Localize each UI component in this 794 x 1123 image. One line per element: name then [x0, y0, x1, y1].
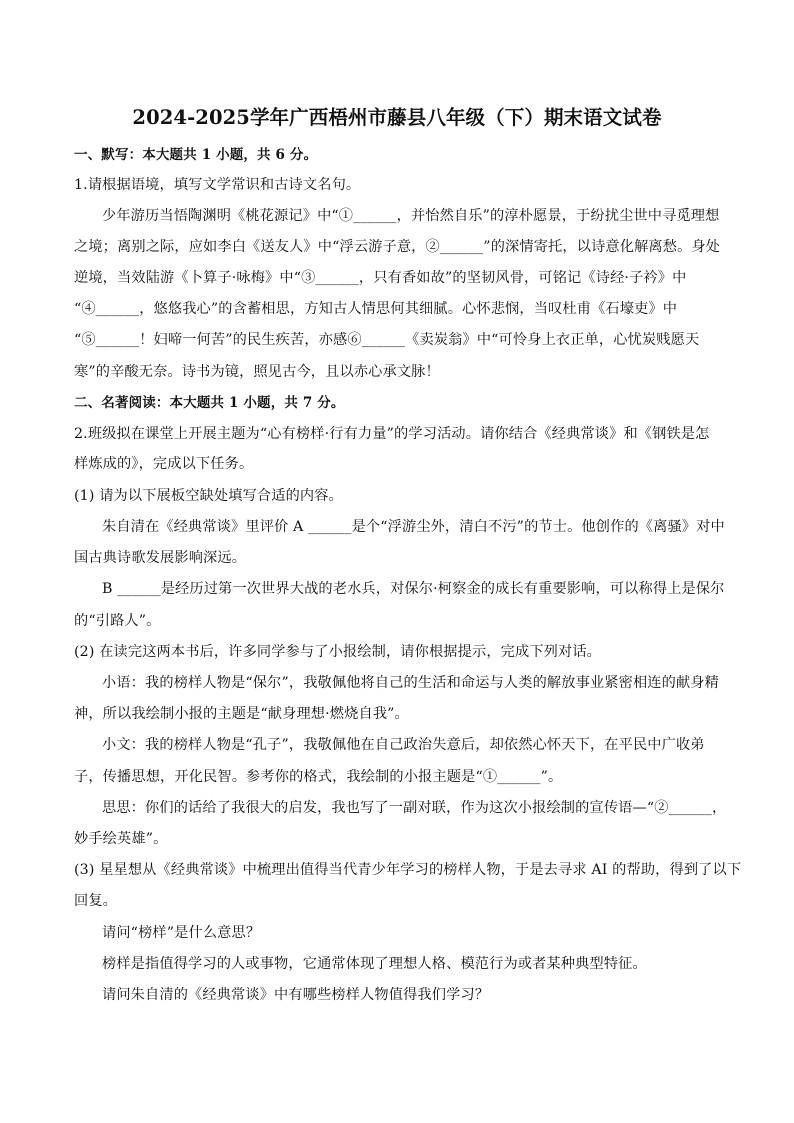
- question-1-prompt: 1.请根据语境，填写文学常识和古诗文名句。: [74, 177, 361, 193]
- dialogue-sisi-line-2: 妙手绘英雄”。: [74, 831, 168, 847]
- ai-answer-1: 榜样是指值得学习的人或事物，它通常体现了理想人格、模范行为或者某种典型特征。: [102, 956, 647, 972]
- sub-question-1-text-line-4: 的“引路人”。: [74, 613, 161, 629]
- sub-question-1-text-line-2: 国古典诗歌发展影响深远。: [74, 550, 247, 566]
- dialogue-xiaowen-line-2: 子，传播思想，开化民智。参考你的格式，我绘制的小报主题是“①______”。: [74, 769, 563, 785]
- dialogue-xiaowen-line-1: 小文：我的榜样人物是“孔子”，我敬佩他在自己政治失意后，却依然心怀天下，在平民中广收弟: [102, 737, 705, 753]
- question-2-text-line-1: 2.班级拟在课堂上开展主题为“心有榜样·行有力量”的学习活动。请你结合《经典常谈》和《钢铁是怎: [74, 426, 710, 442]
- question-1-text-line-2: 之境；离别之际，应如李白《送友人》中“浮云游子意，②______”的深情寄托，以诗意化解离愁。身处: [74, 239, 721, 255]
- question-1-text-line-1: 少年游历当悟陶渊明《桃花源记》中“①______，并怡然自乐”的淳朴愿景，于纷扰尘世中寻觅理想: [102, 208, 720, 224]
- sub-question-1-text-line-3: B ______是经历过第一次世界大战的老水兵，对保尔·柯察金的成长有重要影响，可以称得上是保尔: [102, 581, 725, 597]
- question-1-text-line-6: 寒”的辛酸无奈。诗书为镜，照见古今，且以赤心承文脉！: [74, 364, 440, 380]
- ai-question-2: 请问朱自清的《经典常谈》中有哪些榜样人物值得我们学习？: [102, 987, 490, 1003]
- sub-question-3-line-2: 回复。: [74, 893, 118, 909]
- section-heading-reading: 二、名著阅读：本大题共 1 小题，共 7 分。: [74, 395, 345, 411]
- dialogue-xiaoyu-line-2: 神，所以我绘制小报的主题是“献身理想·燃烧自我”。: [74, 706, 409, 722]
- question-2-text-line-2: 样炼成的》，完成以下任务。: [74, 456, 254, 472]
- section-heading-dictation: 一、默写：本大题共 1 小题，共 6 分。: [74, 147, 318, 163]
- question-1-text-line-4: “④______，悠悠我心”的含蓄相思，方知古人情思何其细腻。心怀悲悯，当叹杜甫《石壕吏》中: [74, 301, 678, 317]
- question-1-text-line-5: “⑤______！妇啼一何苦”的民生疾苦，亦感⑥______《卖炭翁》中“可怜身上衣正单，心忧炭贱愿天: [74, 332, 700, 348]
- sub-question-1-prompt: (1) 请为以下展板空缺处填写合适的内容。: [74, 488, 343, 504]
- sub-question-2-prompt: (2) 在读完这两本书后，许多同学参与了小报绘制，请你根据提示，完成下列对话。: [74, 644, 602, 660]
- dialogue-xiaoyu-line-1: 小语：我的榜样人物是“保尔”，我敬佩他将自己的生活和命运与人类的解放事业紧密相连的献身精: [102, 675, 719, 691]
- sub-question-3-line-1: (3) 星星想从《经典常谈》中梳理出值得当代青少年学习的榜样人物，于是去寻求 AI 的帮助，得到了以下: [74, 862, 742, 878]
- dialogue-sisi-line-1: 思思：你们的话给了我很大的启发，我也写了一副对联，作为这次小报绘制的宣传语—“②______，: [102, 800, 727, 816]
- exam-title: 2024-2025学年广西梧州市藤县八年级（下）期末语文试卷: [132, 106, 662, 129]
- sub-question-1-text-line-1: 朱自清在《经典常谈》里评价 A ______是个“浮游尘外，清白不污”的节士。他创作的《离骚》对中: [102, 519, 725, 535]
- ai-question-1: 请问“榜样”是什么意思？: [102, 925, 261, 941]
- question-1-text-line-3: 逆境，当效陆游《卜算子·咏梅》中“③______，只有香如故”的坚韧风骨，可铭记《诗经·子衿》中: [74, 270, 687, 286]
